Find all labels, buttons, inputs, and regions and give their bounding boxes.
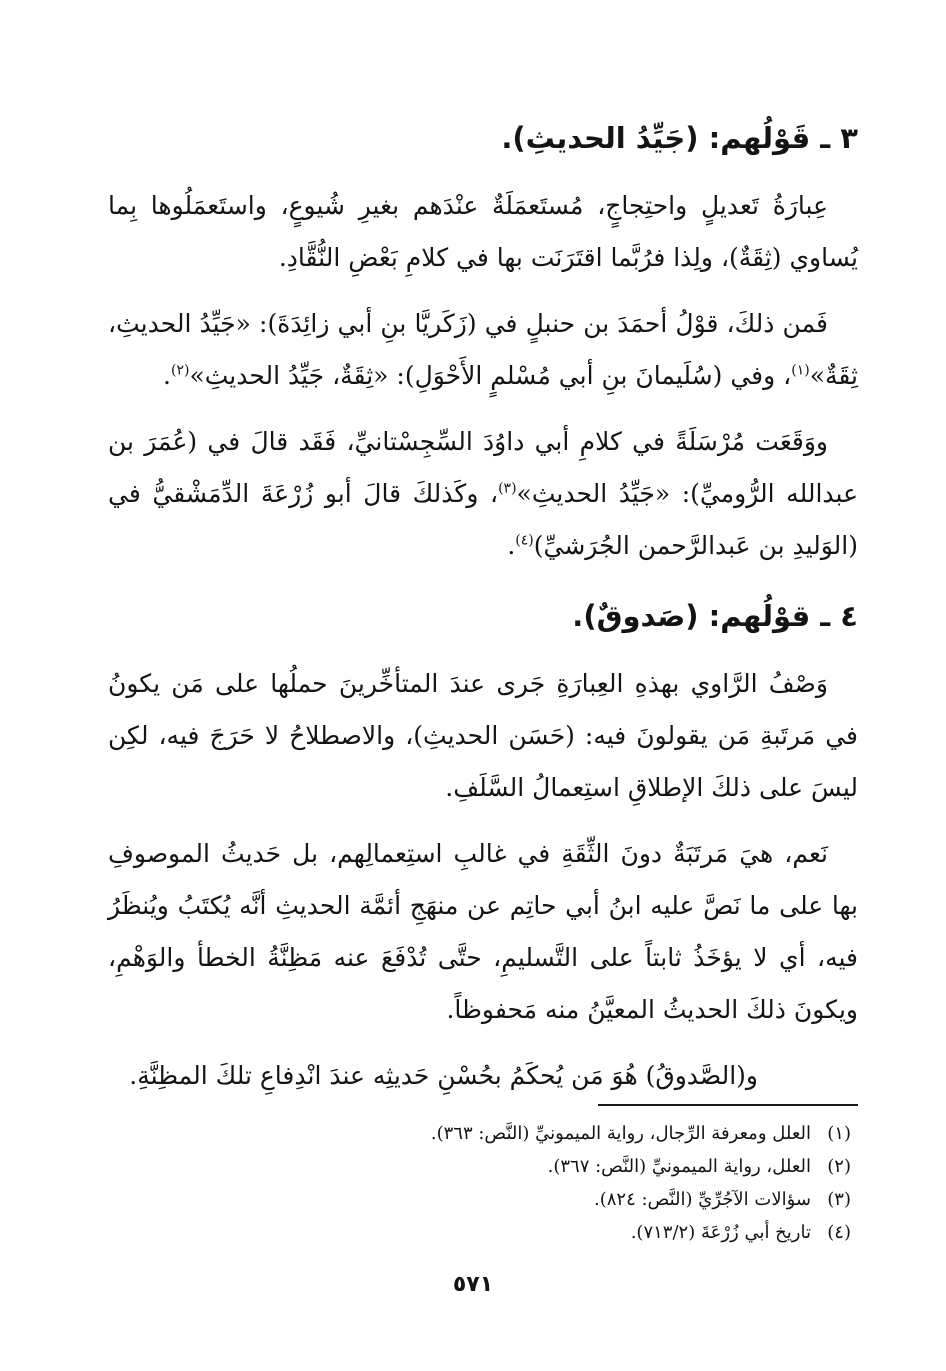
paragraph-ahmad-example [108,298,858,402]
footnote-text: العلل ومعرفة الرِّجال، رواية الميمونيِّ (النَّص: ٣٦٣). [430,1123,811,1144]
footnote-text: سؤالات الآجُرِّيِّ (النَّص: ٨٢٤). [594,1189,811,1210]
section-heading-4: ٤ ـ قوْلُهم: (صَدوقٌ). [572,599,858,633]
page-body [108,118,858,1102]
paragraph-text: ووَقَعَت مُرْسَلَةً في كلامِ أبي داوُدَ السِّجِسْتانيِّ، فَقَد قالَ في (عُمَرَ بن عبدالله الرُّوميِّ): «جَيِّدُ الحديثِ» [108,427,859,508]
footnote-item [108,1150,851,1183]
footnote-ref-1[interactable]: (١) [791,362,810,379]
paragraph-text: فَمن ذلكَ، قوْلُ أحمَدَ بن حنبلٍ في (زَكَريَّا بنِ أبي زائِدَةَ): «جَيِّدُ الحديثِ، ثِقَةٌ» [108,309,858,390]
footnote-text: العلل، رواية الميمونيِّ (النَّص: ٣٦٧). [547,1156,811,1177]
paragraph-text: . [507,531,516,560]
footnote-number: (١) [827,1123,851,1144]
footnote-text: تاريخ أبي زُرْعَةَ (٧١٣/٢). [630,1222,811,1243]
paragraph-text: ، وكَذلكَ قالَ أبو زُرْعَةَ الدِّمَشْقيُّ في (الوَليدِ بن عَبدالرَّحمن الجُرَشيِّ) [108,479,858,560]
page-number: ٥٧١ [452,1272,494,1297]
footnote-item [108,1216,851,1249]
footnote-number: (٢) [827,1156,851,1177]
paragraph-text: . [163,361,171,390]
paragraph-abu-dawud-example [108,416,858,572]
paragraph-saduq-definition: و(الصَّدوقُ) هُوَ مَن يُحكَمُ بحُسْنِ حَديثِه عندَ انْدِفاعِ تلكَ المظِنَّةِ. [129,1061,758,1090]
footnote-item [108,1117,851,1150]
footnote-number: (٤) [827,1222,851,1243]
paragraph-definition: عِبارَةُ تَعديلٍ واحتِجاجٍ، مُستَعمَلَةٌ عنْدَهم بغيرِ شُيوعٍ، واستَعمَلُوها بِما يُساوي (ثِقَةٌ)، ولِذا فرُبَّما اقتَرَنَت بها في كلامِ بَعْضِ النُّقَّادِ. [108,191,858,272]
footnotes [108,1117,851,1249]
footnote-ref-3[interactable]: (٣) [498,480,517,497]
footnote-ref-2[interactable]: (٢) [170,362,190,379]
paragraph-saduq-rank: نَعم، هيَ مَرتَبَةٌ دونَ الثِّقَةِ في غالبِ استِعمالِهم، بل حَديثُ الموصوفِ بها على ما نَصَّ عليه ابنُ أبي حاتِم عن منهَجِ أئمَّة الحديثِ أنَّه يُكتَبُ ويُنظَرُ فيه، أي لا يؤخَذُ ثابتاً على التَّسليمِ، حتَّى تُدْفَعَ عنه مَظِنَّةُ الخطأ والوَهْمِ، ويكونَ ذلكَ الحديثُ المعيَّنُ منه مَحفوظاً. [108,839,858,1024]
paragraph-saduq-description: وَصْفُ الرَّاوي بهذهِ العِبارَةِ جَرى عندَ المتأخِّرينَ حملُها على مَن يكونُ في مَرتَبةِ مَن يقولونَ فيه: (حَسَن الحديثِ)، والاصطلاحُ لا حَرَجَ فيه، لكِن ليسَ على ذلكَ الإطلاقِ استِعمالُ السَّلَفِ. [108,669,858,802]
paragraph-text: ، وفي (سُلَيمانَ بنِ أبي مُسْلمٍ الأَحْوَلِ): «ثِقَةٌ، جَيِّدُ الحديثِ» [189,361,792,390]
footnote-ref-4[interactable]: (٤) [515,532,534,549]
footnote-number: (٣) [827,1189,851,1210]
section-spacer [108,586,858,596]
footnote-divider [598,1104,858,1106]
section-heading-3: ٣ ـ قَوْلُهم: (جَيِّدُ الحديثِ). [501,121,858,155]
footnote-item [108,1183,851,1216]
